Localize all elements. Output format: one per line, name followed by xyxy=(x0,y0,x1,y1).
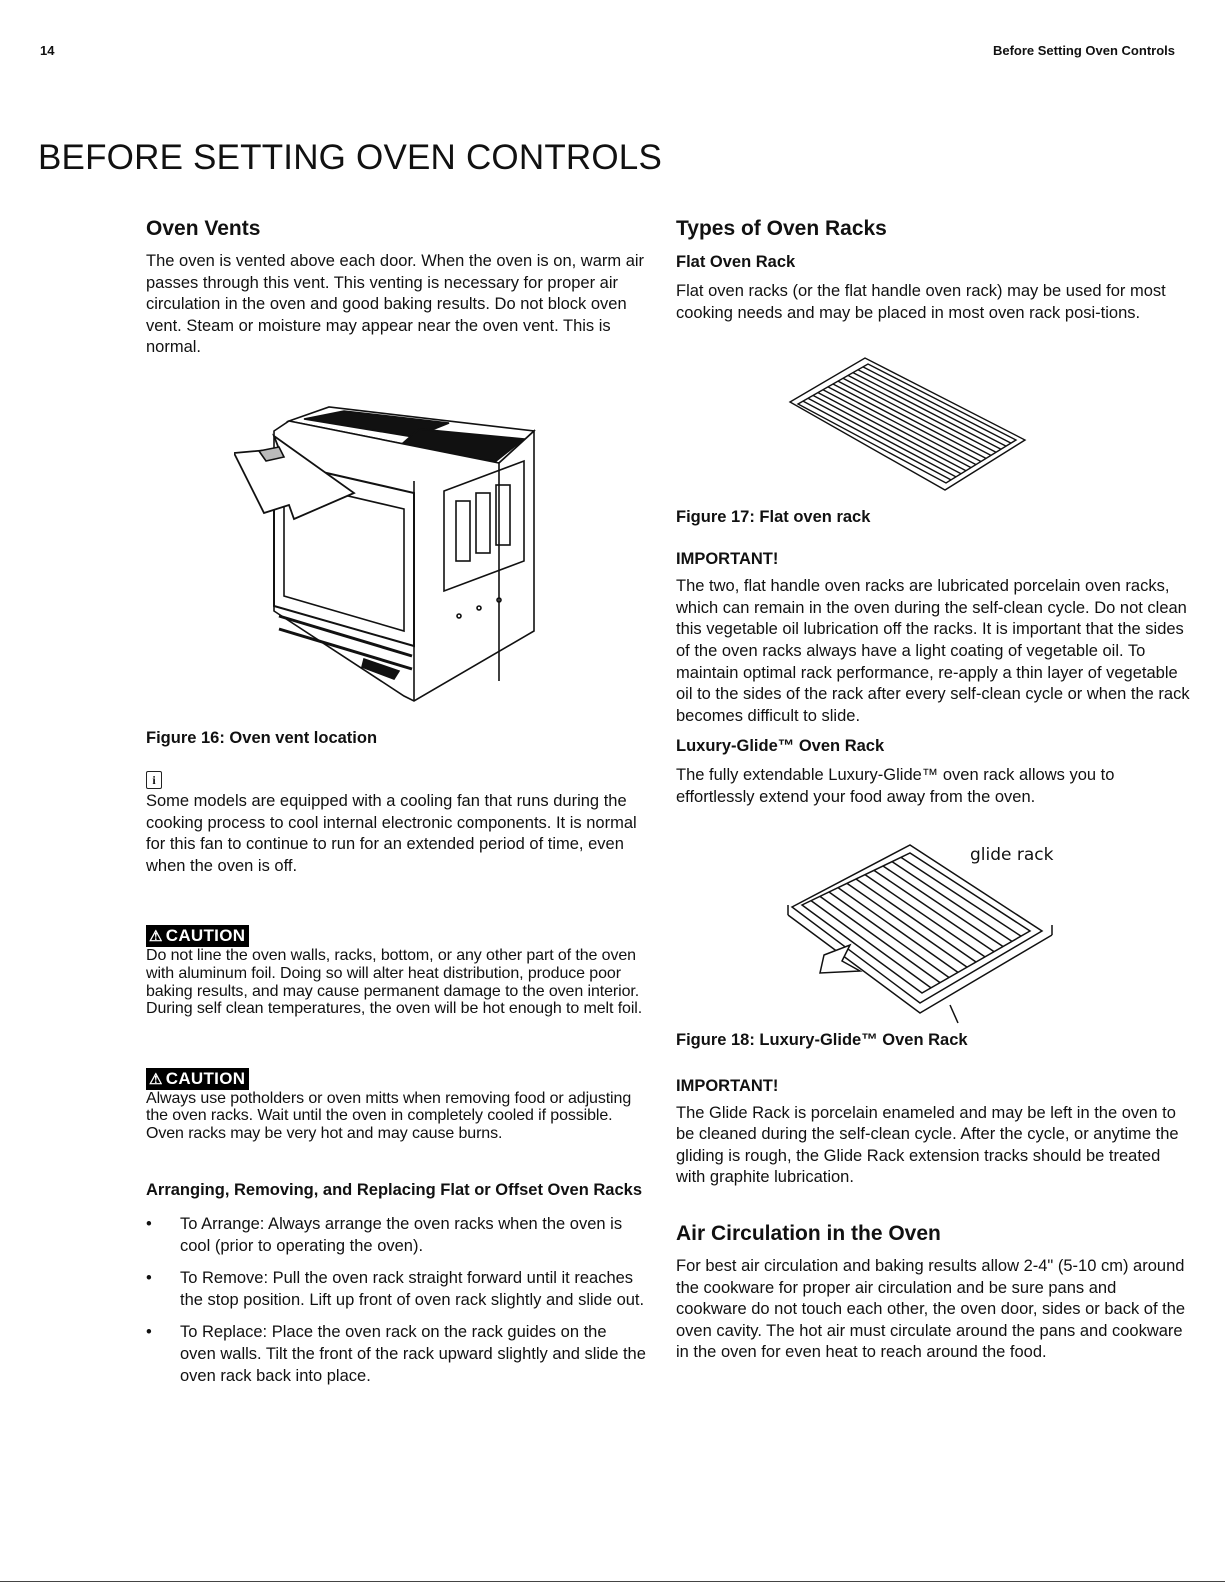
caution-text-2: Always use potholders or oven mitts when removing food or adjusting the oven racks. Wait until the oven in completely cooled if possible. Oven racks may be very hot and may cause burns. xyxy=(146,1089,632,1142)
air-circulation-text: For best air circulation and baking results allow 2-4" (5-10 cm) around the cookware for proper air circulation and be sure pans and cookware do not touch each other, the oven door, sides or back of the oven cavity. The hot air must circulate around the pans and cookware in the oven for even heat to reach around the food. xyxy=(676,1256,1186,1362)
oven-vents-heading: Oven Vents xyxy=(146,217,261,240)
page-title: BEFORE SETTING OVEN CONTROLS xyxy=(38,138,663,177)
warning-icon: ⚠ xyxy=(149,928,163,946)
glide-rack-text: The fully extendable Luxury-Glide™ oven rack allows you to effortlessly extend your food away from the oven. xyxy=(676,766,1115,806)
caution-badge-1 xyxy=(146,925,249,947)
flat-rack-illustration xyxy=(780,350,1040,500)
right-column xyxy=(676,216,1191,1364)
types-heading: Types of Oven Racks xyxy=(676,217,887,240)
info-icon: i xyxy=(146,771,162,789)
rack-bar xyxy=(874,870,994,951)
bottom-rule xyxy=(0,1581,1225,1582)
info-note-text: Some models are equipped with a cooling fan that runs during the cooking process to cool internal electronic components. It is normal for this fan to continue to run for an extended period of time, even when the oven is off. xyxy=(146,791,637,875)
caution-label-2: CAUTION xyxy=(165,1068,246,1088)
caution-text-1: Do not line the oven walls, racks, bottom, or any other part of the oven with aluminum foil. Doing so will alter heat distribution, produce poor baking results, and may cause permanent damage to the oven interior. During self clean temperatures, the oven will be hot enough to melt foil. xyxy=(146,947,643,1018)
caution-badge-2 xyxy=(146,1068,249,1090)
page-number: 14 xyxy=(40,43,55,58)
rack-instructions-list xyxy=(146,1213,646,1387)
important-label-1: IMPORTANT! xyxy=(676,550,779,569)
rack-bar xyxy=(847,883,967,967)
rack-bar xyxy=(883,866,1003,947)
rack-bar xyxy=(901,857,1021,936)
rack-bar xyxy=(892,861,1012,941)
flat-rack-text: Flat oven racks (or the flat handle oven rack) may be used for most cooking needs and may be placed in most oven rack posi-tions. xyxy=(676,282,1166,322)
glide-rack-heading: Luxury-Glide™ Oven Rack xyxy=(676,737,885,756)
glide-rack-label: glide rack xyxy=(970,844,1054,865)
rack-bar xyxy=(856,879,976,962)
list-item: • To Replace: Place the oven rack on the rack guides on the oven walls. Tilt the front of the rack upward slightly and slide the oven rack back into place. xyxy=(146,1322,646,1385)
rack-bar xyxy=(811,900,931,987)
list-item: • To Arrange: Always arrange the oven racks when the oven is cool (prior to operating the oven). xyxy=(146,1214,623,1255)
running-header: Before Setting Oven Controls xyxy=(992,43,1175,58)
important-label-2: IMPORTANT! xyxy=(676,1076,779,1095)
rack-bar xyxy=(863,367,1011,443)
rack-bar xyxy=(865,874,985,956)
air-circulation-heading: Air Circulation in the Oven xyxy=(676,1221,941,1245)
figure16-caption: Figure 16: Oven vent location xyxy=(146,728,378,747)
caution-label-1: CAUTION xyxy=(165,926,246,946)
arranging-heading: Arranging, Removing, and Replacing Flat or Offset Oven Racks xyxy=(146,1180,643,1199)
flat-rack-heading: Flat Oven Rack xyxy=(676,253,796,271)
oven-vents-text: The oven is vented above each door. When the oven is on, warm air passes through this vent. This venting is necessary for proper air circulation in the oven and good baking results. Do not block oven vent. Steam or moisture may appear near the oven vent. This is normal. xyxy=(146,252,645,357)
left-column xyxy=(146,216,646,1397)
oven-vent-illustration xyxy=(234,401,554,721)
warning-icon: ⚠ xyxy=(149,1070,163,1088)
important-text-1: The two, flat handle oven racks are lubricated porcelain oven racks, which can remain in the oven during the self-clean cycle. Do not clean this vegetable oil lubrication off the racks. It is important that the sides of the oven racks always have a light coating of vegetable oil. To maintain optimal rack performance, re-apply a thin layer of vegetable oil to the sides of the rack after every self-clean cycle or when the rack becomes difficult to slide. xyxy=(676,577,1190,725)
list-item: • To Remove: Pull the oven rack straight forward until it reaches the stop position. Lift up front of oven rack slightly and slide out. xyxy=(146,1268,645,1309)
figure18-caption: Figure 18: Luxury-Glide™ Oven Rack xyxy=(676,1030,968,1049)
rack-bar xyxy=(838,887,958,972)
glide-rack-figure xyxy=(780,835,1180,1025)
figure17-caption: Figure 17: Flat oven rack xyxy=(676,508,871,527)
important-text-2: The Glide Rack is porcelain enameled and may be left in the oven to be cleaned during the self-clean cycle. After the cycle, or anytime the gliding is rough, the Glide Rack extension tracks should be treated with graphite lubrication. xyxy=(676,1103,1179,1187)
